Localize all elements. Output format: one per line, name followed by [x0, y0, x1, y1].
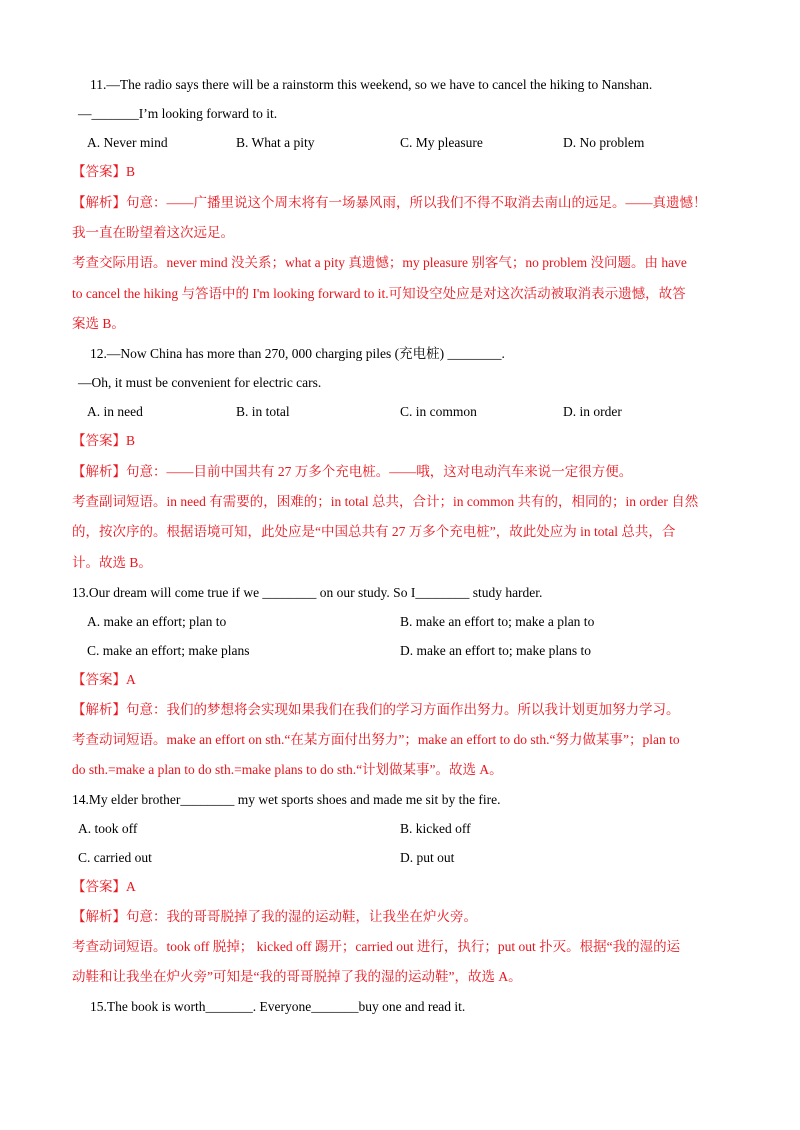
- q14-analysis-line-2: 动鞋和让我坐在炉火旁”可知是“我的哥哥脱掉了我的湿的运动鞋”，故选 A。: [72, 969, 522, 984]
- q14-answer: 【答案】A: [72, 879, 136, 894]
- q13-analysis-line-1: 考查动词短语。make an effort on sth.“在某方面付出努力”；make an effort to do sth.“努力做某事”；plan to: [72, 732, 680, 747]
- q11-option-a: A. Never mind: [87, 135, 168, 150]
- q15-stem-line-1: 15.The book is worth_______. Everyone_______buy one and read it.: [90, 999, 466, 1014]
- q12-answer: 【答案】B: [72, 433, 136, 448]
- q12-option-d: D. in order: [563, 404, 622, 419]
- q11-explanation-line-1: 【解析】句意：——广播里说这个周末将有一场暴风雨，所以我们不得不取消去南山的远足。——真遗憾！: [72, 195, 707, 210]
- q12-stem-line-2: —Oh, it must be convenient for electric cars.: [78, 375, 322, 390]
- q11-analysis-line-3: 案选 B。: [72, 316, 125, 331]
- q11-analysis-line-1: 考查交际用语。never mind 没关系；what a pity 真遗憾；my pleasure 别客气；no problem 没问题。由 have: [72, 255, 687, 270]
- q11-option-b: B. What a pity: [236, 135, 315, 150]
- q14-stem-line-1: 14.My elder brother________ my wet sports shoes and made me sit by the fire.: [72, 792, 501, 807]
- q13-option-a: A. make an effort; plan to: [87, 614, 227, 629]
- q12-analysis-line-2: 的，按次序的。根据语境可知，此处应是“中国总共有 27 万多个充电桩”，故此处应为 in total 总共，合: [72, 524, 676, 539]
- q13-stem-line-1: 13.Our dream will come true if we ________ on our study. So I________ study harder.: [72, 585, 543, 600]
- q11-explanation-line-2: 我一直在盼望着这次远足。: [72, 225, 234, 240]
- q14-option-c: C. carried out: [78, 850, 152, 865]
- q11-option-c: C. My pleasure: [400, 135, 483, 150]
- q12-analysis-line-1: 考查副词短语。in need 有需要的，困难的；in total 总共，合计；in common 共有的，相同的；in order 自然: [72, 494, 699, 509]
- q13-analysis-line-2: do sth.=make a plan to do sth.=make plans to do sth.“计划做某事”。故选 A。: [72, 762, 503, 777]
- q13-option-b: B. make an effort to; make a plan to: [400, 614, 595, 629]
- q11-answer: 【答案】B: [72, 164, 136, 179]
- q13-answer: 【答案】A: [72, 672, 136, 687]
- q12-stem-line-1: 12.—Now China has more than 270, 000 charging piles (充电桩) ________.: [90, 346, 505, 361]
- q14-explanation-line-1: 【解析】句意：我的哥哥脱掉了我的湿的运动鞋，让我坐在炉火旁。: [72, 909, 477, 924]
- q14-analysis-line-1: 考查动词短语。took off 脱掉； kicked off 踢开；carried out 进行，执行；put out 扑灭。根据“我的湿的运: [72, 939, 681, 954]
- q12-option-c: C. in common: [400, 404, 477, 419]
- q13-option-c: C. make an effort; make plans: [87, 643, 250, 658]
- q12-explanation-line-1: 【解析】句意：——目前中国共有 27 万多个充电桩。——哦，这对电动汽车来说一定很方便。: [72, 464, 633, 479]
- q14-option-b: B. kicked off: [400, 821, 471, 836]
- q12-option-b: B. in total: [236, 404, 290, 419]
- q13-option-d: D. make an effort to; make plans to: [400, 643, 591, 658]
- q11-stem-line-1: 11.—The radio says there will be a rainstorm this weekend, so we have to cancel the hiking to Nanshan.: [90, 77, 653, 92]
- q14-option-d: D. put out: [400, 850, 455, 865]
- q12-analysis-line-3: 计。故选 B。: [72, 555, 152, 570]
- q11-option-d: D. No problem: [563, 135, 645, 150]
- q12-option-a: A. in need: [87, 404, 143, 419]
- q14-option-a: A. took off: [78, 821, 138, 836]
- q13-explanation-line-1: 【解析】句意：我们的梦想将会实现如果我们在我们的学习方面作出努力。所以我计划更加努力学习。: [72, 702, 680, 717]
- q11-stem-line-2: —_______I’m looking forward to it.: [78, 106, 278, 121]
- q11-analysis-line-2: to cancel the hiking 与答语中的 I'm looking forward to it.可知设空处应是对这次活动被取消表示遗憾，故答: [72, 286, 686, 301]
